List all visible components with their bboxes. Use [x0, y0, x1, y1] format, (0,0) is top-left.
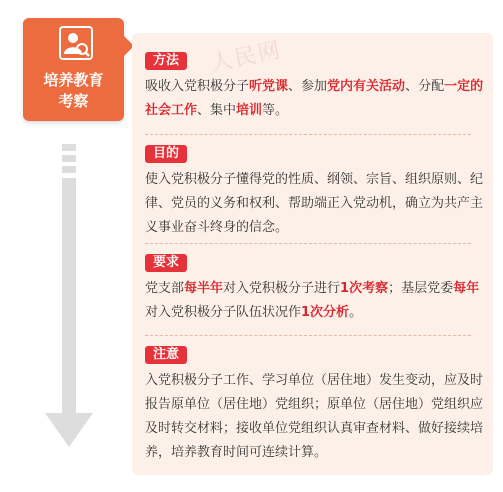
highlight-text: 一定的社会工作: [145, 79, 484, 118]
highlight-text: 每半年: [184, 281, 224, 296]
section-text: [145, 369, 485, 465]
divider: [145, 335, 471, 336]
section-requirement: [145, 251, 485, 325]
body-text-run: 。: [349, 305, 363, 320]
body-text-run: 等。: [262, 103, 289, 118]
section-label: 要求: [145, 254, 187, 272]
body-text-run: 、集中: [197, 103, 237, 118]
body-text-run: 党支部: [145, 281, 185, 296]
arrow-segment: [62, 144, 76, 151]
highlight-text: 党内有关活动: [327, 79, 406, 94]
body-text-run: 、参加: [288, 79, 328, 94]
body-text-run: 入党积极分子工作、学习单位（居住地）发生变动，应及时报告原单位（居住地）党组织；原单位（居住地）党组织应及时转交材料；接收单位党组织认真审查材料、做好接续培养，培养教育时间可连续计算。: [145, 373, 484, 460]
highlight-text: 1次分析: [301, 305, 350, 320]
section-label: 注意: [145, 346, 187, 364]
body-text-run: 吸收入党积极分子: [145, 79, 250, 94]
section-text: [145, 75, 485, 123]
body-text-run: 使入党积极分子懂得党的性质、纲领、宗旨、组织原则、纪律、党员的义务和权利、帮助端正入党动机，确立为共产主义事业奋斗终身的信念。: [145, 172, 484, 235]
body-text-run: 、分配: [405, 79, 445, 94]
arrow-segment: [62, 155, 76, 162]
highlight-text: 听党课: [249, 79, 289, 94]
section-label: 目的: [145, 145, 187, 163]
section-text: [145, 168, 485, 240]
watermark: 人民网: [208, 37, 285, 78]
section-method: [145, 49, 485, 123]
divider: [145, 243, 471, 244]
highlight-text: 每年: [453, 281, 480, 296]
divider: [145, 134, 471, 135]
arrow-shaft: [62, 178, 76, 413]
highlight-text: 1次考察: [340, 281, 389, 296]
section-notice: [145, 343, 485, 465]
badge-title: 培养教育 考察: [43, 71, 104, 110]
section-purpose: [145, 142, 485, 240]
body-text-run: ；基层党委: [388, 281, 454, 296]
arrow-segment: [62, 166, 76, 173]
highlight-text: 培训: [236, 103, 263, 118]
body-text-run: 对入党积极分子进行: [223, 281, 341, 296]
section-label: 方法: [145, 52, 187, 70]
person-search-icon: [59, 26, 93, 60]
arrow-down-icon: [45, 413, 93, 447]
stage-badge: [23, 18, 124, 121]
section-text: [145, 277, 485, 325]
body-text-run: 对入党积极分子队伍状况作: [145, 305, 302, 320]
